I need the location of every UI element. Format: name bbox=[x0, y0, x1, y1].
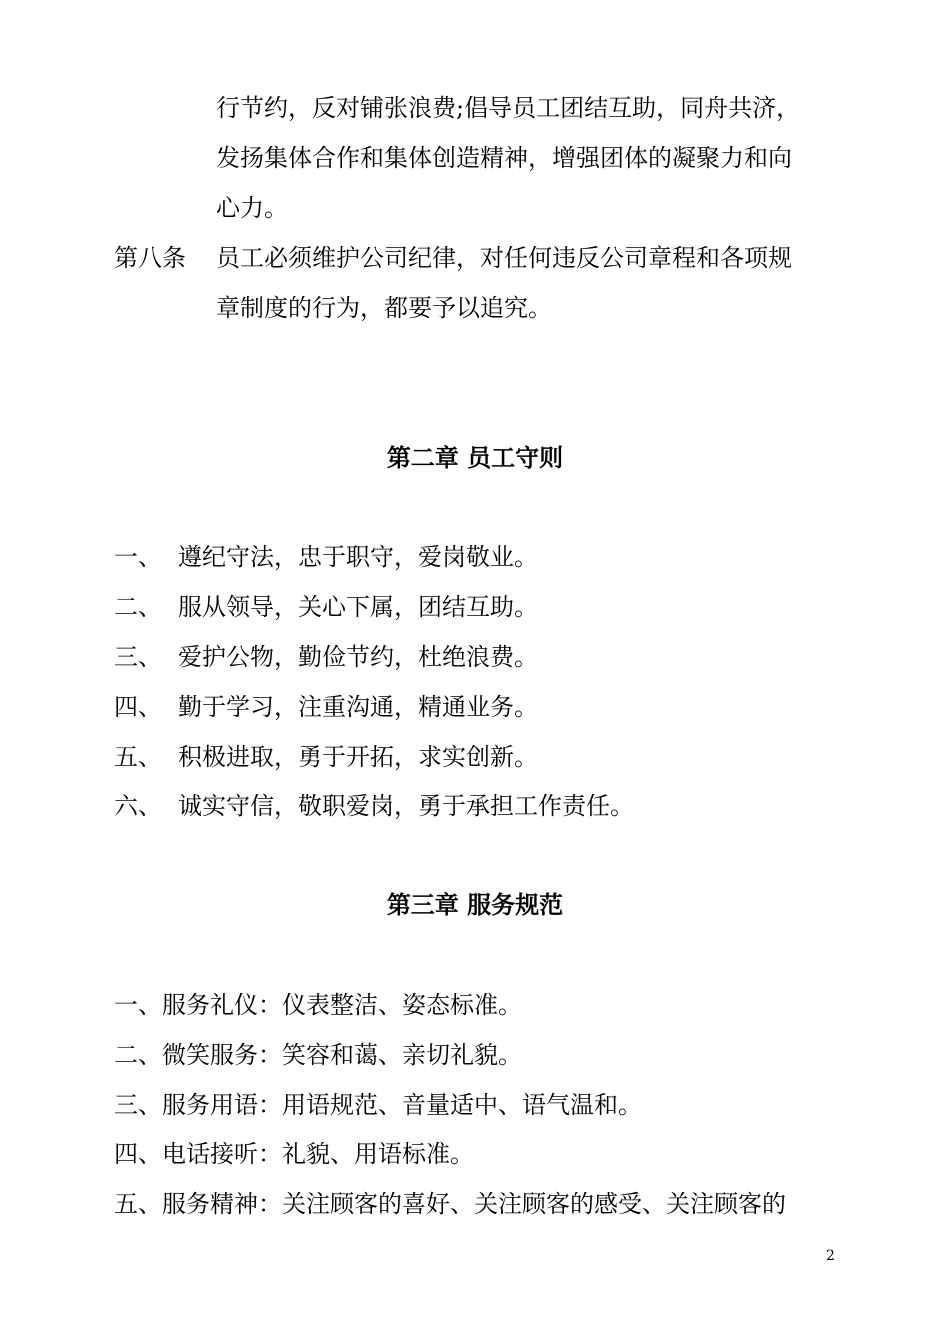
chapter2-item-3-number: 三、 bbox=[114, 643, 162, 671]
chapter2-item-4-number: 四、 bbox=[114, 693, 162, 721]
chapter3-item-1: 一、服务礼仪：仪表整洁、姿态标准。 bbox=[114, 991, 522, 1019]
chapter2-item-4-text: 勤于学习，注重沟通，精通业务。 bbox=[178, 693, 538, 721]
chapter2-title: 第二章 员工守则 bbox=[386, 444, 564, 472]
chapter2-item-5-number: 五、 bbox=[114, 743, 162, 771]
chapter2-item-1-number: 一、 bbox=[114, 543, 162, 571]
article7-line-3: 心力。 bbox=[216, 194, 288, 222]
article8-line-1: 员工必须维护公司纪律，对任何违反公司章程和各项规 bbox=[216, 244, 792, 272]
chapter3-item-4: 四、电话接听：礼貌、用语标准。 bbox=[114, 1140, 474, 1168]
article8-line-2: 章制度的行为，都要予以追究。 bbox=[216, 294, 552, 322]
chapter2-item-2-number: 二、 bbox=[114, 593, 162, 621]
chapter3-item-3: 三、服务用语：用语规范、音量适中、语气温和。 bbox=[114, 1091, 642, 1119]
chapter2-item-3-text: 爱护公物，勤俭节约，杜绝浪费。 bbox=[178, 643, 538, 671]
article7-line-1: 行节约，反对铺张浪费;倡导员工团结互助，同舟共济， bbox=[216, 94, 801, 122]
article7-line-2: 发扬集体合作和集体创造精神，增强团体的凝聚力和向 bbox=[216, 144, 792, 172]
chapter3-item-2: 二、微笑服务：笑容和蔼、亲切礼貌。 bbox=[114, 1041, 522, 1069]
chapter3-title: 第三章 服务规范 bbox=[386, 891, 564, 919]
page-number: 2 bbox=[826, 1248, 835, 1264]
chapter3-item-5: 五、服务精神：关注顾客的喜好、关注顾客的感受、关注顾客的 bbox=[114, 1190, 786, 1218]
chapter2-item-6-text: 诚实守信，敬职爱岗，勇于承担工作责任。 bbox=[178, 792, 634, 820]
chapter2-item-2-text: 服从领导，关心下属，团结互助。 bbox=[178, 593, 538, 621]
chapter2-item-6-number: 六、 bbox=[114, 792, 162, 820]
chapter2-item-5-text: 积极进取，勇于开拓，求实创新。 bbox=[178, 743, 538, 771]
article8-label: 第八条 bbox=[114, 244, 186, 272]
chapter2-item-1-text: 遵纪守法，忠于职守，爱岗敬业。 bbox=[178, 543, 538, 571]
